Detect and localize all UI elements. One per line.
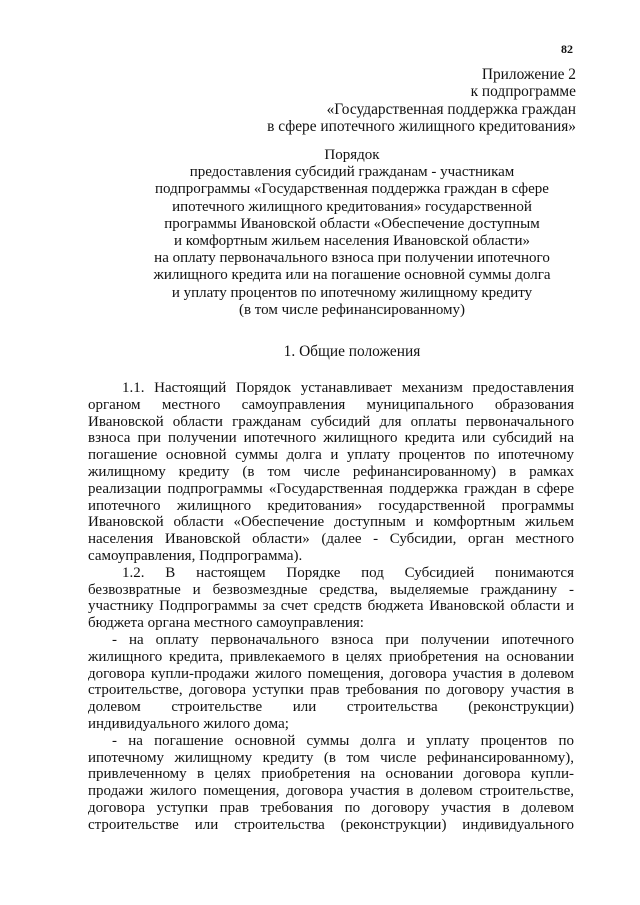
annex-line: в сфере ипотечного жилищного кредитования» bbox=[267, 118, 576, 136]
body-line: 1.2. В настоящем Порядке под Субсидией понимаются bbox=[122, 564, 574, 581]
body-line: населения Ивановской области» (далее - Субсидии, орган местного bbox=[88, 531, 574, 548]
title-line: ипотечного жилищного кредитования» государственной bbox=[172, 198, 532, 215]
body-line: жилищного кредита, привлекаемого в целях приобретения на основании bbox=[88, 648, 574, 665]
title-line: подпрограммы «Государственная поддержка граждан в сфере bbox=[155, 181, 549, 198]
page-number: 82 bbox=[561, 42, 573, 56]
title-line: Порядок bbox=[324, 147, 380, 163]
annex-line: «Государственная поддержка граждан bbox=[326, 100, 576, 118]
body-line: привлеченному в целях приобретения на основании договора купли- bbox=[88, 766, 574, 783]
body-line: погашение основной суммы долга и уплату процентов по ипотечному bbox=[88, 447, 574, 464]
body-line: индивидуального жилого дома; bbox=[88, 715, 289, 732]
document-title bbox=[112, 147, 592, 319]
body-line: - на оплату первоначального взноса при получении ипотечного bbox=[112, 631, 574, 648]
title-line: и уплату процентов по ипотечному жилищному кредиту bbox=[171, 284, 533, 301]
body-line: продажи жилого помещения, договора участия в долевом строительстве, bbox=[88, 783, 574, 800]
body-line: договора купли-продажи жилого помещения, договора участия в долевом bbox=[88, 665, 574, 682]
title-line: программы Ивановской области «Обеспечение доступным bbox=[164, 215, 540, 232]
title-line: жилищного кредита или на погашение основной суммы долга bbox=[153, 267, 551, 284]
body-line: ипотечного жилищного кредитования» государственной программы bbox=[88, 497, 574, 514]
body-line: Ивановской области гражданам субсидий для оплаты первоначального bbox=[88, 413, 574, 430]
body-text bbox=[88, 380, 574, 834]
body-line: самоуправления, Подпрограмма). bbox=[88, 547, 303, 564]
body-line: органом местного самоуправления муниципального образования bbox=[88, 396, 574, 413]
title-line: на оплату первоначального взноса при получении ипотечного bbox=[154, 250, 550, 267]
body-line: жилищному кредиту (в том числе рефинансированному) в рамках bbox=[88, 463, 574, 480]
body-line: участнику Подпрограммы за счет средств бюджета Ивановской области и bbox=[88, 598, 574, 615]
body-line: взноса при получении ипотечного жилищного кредита или субсидий на bbox=[88, 430, 574, 447]
body-line: реализации подпрограммы «Государственная поддержка граждан в сфере bbox=[88, 480, 574, 497]
body-line: строительстве или строительства (реконструкции) индивидуального bbox=[88, 816, 574, 833]
body-line: договора уступки прав требования по договору участия в долевом bbox=[88, 799, 574, 816]
title-line: (в том числе рефинансированному) bbox=[238, 301, 466, 318]
body-line: бюджета органа местного самоуправления: bbox=[88, 615, 364, 632]
title-line: предоставления субсидий гражданам - участникам bbox=[189, 164, 515, 181]
body-line: - на погашение основной суммы долга и уплату процентов по bbox=[112, 732, 574, 749]
annex-line: к подпрограмме bbox=[470, 83, 576, 101]
body-line: ипотечному жилищному кредиту (в том числе рефинансированному), bbox=[88, 749, 574, 766]
annex-line: Приложение 2 bbox=[481, 66, 576, 83]
body-line: Ивановской области «Обеспечение доступным и комфортным жильем bbox=[88, 514, 574, 531]
title-line: и комфортным жильем населения Ивановской области» bbox=[173, 233, 531, 250]
body-line: 1.1. Настоящий Порядок устанавливает механизм предоставления bbox=[122, 380, 574, 396]
body-line: безвозвратные и безвозмездные средства, выделяемые гражданину - bbox=[88, 581, 574, 598]
section-heading: 1. Общие положения bbox=[283, 343, 421, 360]
body-line: строительстве, договора уступки прав требования по договору участия в bbox=[88, 682, 574, 699]
annex-header bbox=[176, 66, 576, 136]
body-line: долевом строительстве или строительства (реконструкции) bbox=[88, 699, 574, 716]
